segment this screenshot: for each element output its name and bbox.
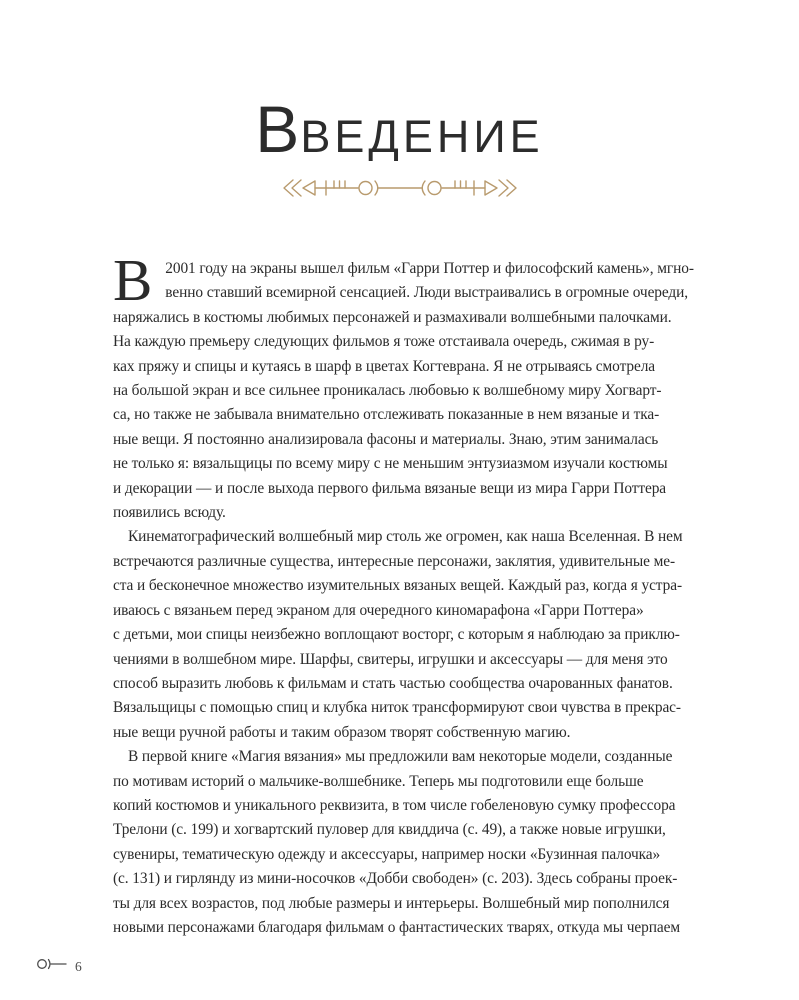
title-rest: ВЕДЕНИЕ [300, 111, 544, 162]
text-line: са, но также не забывала внимательно отслеживать показанные в нем вязаные и тка- [113, 406, 660, 424]
text-line: ные вещи. Я постоянно анализировала фасоны и материалы. Знаю, этим занималась [113, 430, 659, 448]
drop-cap: В [113, 247, 153, 313]
text-line: Трелони (с. 199) и хогвартский пуловер для квиддича (с. 49), а также новые игрушки, [113, 821, 666, 839]
text-line: венно ставший всемирной сенсацией. Люди выстраивались в огромные очереди, [165, 284, 689, 302]
text-line: и декорации — и после выхода первого фильма вязаные вещи из мира Гарри Поттера [113, 479, 667, 497]
text-line: чениями в волшебном мире. Шарфы, свитеры, игрушки и аксессуары — для меня это [113, 650, 668, 668]
text-line: появились всюду. [113, 504, 226, 522]
page-title [0, 92, 799, 166]
text-line: наряжались в костюмы любимых персонажей и размахивали волшебными палочками. [113, 308, 672, 326]
paragraph [113, 745, 698, 940]
text-line: 2001 году на экраны вышел фильм «Гарри Поттер и философский камень», мгно- [165, 260, 694, 277]
page-footer [35, 956, 82, 977]
text-line: новыми персонажами благодаря фильмам о фантастических тварях, откуда мы черпаем [113, 918, 680, 936]
text-line: с детьми, мои спицы неизбежно воплощают восторг, с которым я наблюдаю за приклю- [113, 626, 680, 644]
text-line: ках пряжу и спицы и кутаясь в шарф в цветах Когтеврана. Я не отрываясь смотрела [113, 357, 656, 375]
text-line: На каждую премьеру следующих фильмов я тоже отстаивала очередь, сжимая в ру- [113, 333, 655, 351]
text-line: В первой книге «Магия вязания» мы предложили вам некоторые модели, созданные [128, 748, 673, 766]
text-line: иваюсь с вязаньем перед экраном для очередного киномарафона «Гарри Поттера» [113, 601, 644, 619]
text-line: (с. 131) и гирлянду из мини-носочков «Добби свободен» (с. 203). Здесь собраны проек- [113, 870, 678, 888]
text-line: встречаются различные существа, интересные персонажи, заклятия, удивительные ме- [113, 552, 675, 570]
title-initial-letter: В [255, 92, 301, 166]
wand-circle-marker-icon [35, 956, 69, 977]
text-line: ты для всех возрастов, под любые размеры и интерьеры. Волшебный мир пополнился [113, 894, 670, 912]
paragraph [113, 247, 698, 525]
text-line: ста и бесконечное множество изумительных вязаных вещей. Каждый раз, когда я устра- [113, 577, 682, 595]
text-line: Вязальщицы с помощью спиц и клубка ниток трансформируют свои чувства в прекрас- [113, 699, 681, 717]
arrow-wand-divider-icon [0, 176, 799, 200]
text-line: по мотивам историй о мальчике-волшебнике. Теперь мы подготовили еще больше [113, 772, 644, 790]
chapter-header [0, 92, 799, 200]
introduction-text [113, 247, 698, 940]
text-line: на большой экран и все сильнее проникалась любовью к волшебному миру Хогварт- [113, 382, 662, 400]
text-line: копий костюмов и уникального реквизита, в том числе гобеленовую сумку профессора [113, 796, 676, 814]
page-number: 6 [75, 958, 82, 974]
text-line: сувениры, тематическую одежду и аксессуары, например носки «Бузинная палочка» [113, 845, 661, 863]
text-line: Кинематографический волшебный мир столь же огромен, как наша Вселенная. В нем [128, 528, 683, 546]
paragraph [113, 525, 698, 745]
text-line: ные вещи ручной работы и таким образом творят собственную магию. [113, 723, 571, 741]
text-line: не только я: вязальщицы по всему миру с не меньшим энтузиазмом изучали костюмы [113, 455, 668, 473]
text-line: способ выразить любовь к фильмам и стать частью сообщества очарованных фанатов. [113, 674, 673, 692]
